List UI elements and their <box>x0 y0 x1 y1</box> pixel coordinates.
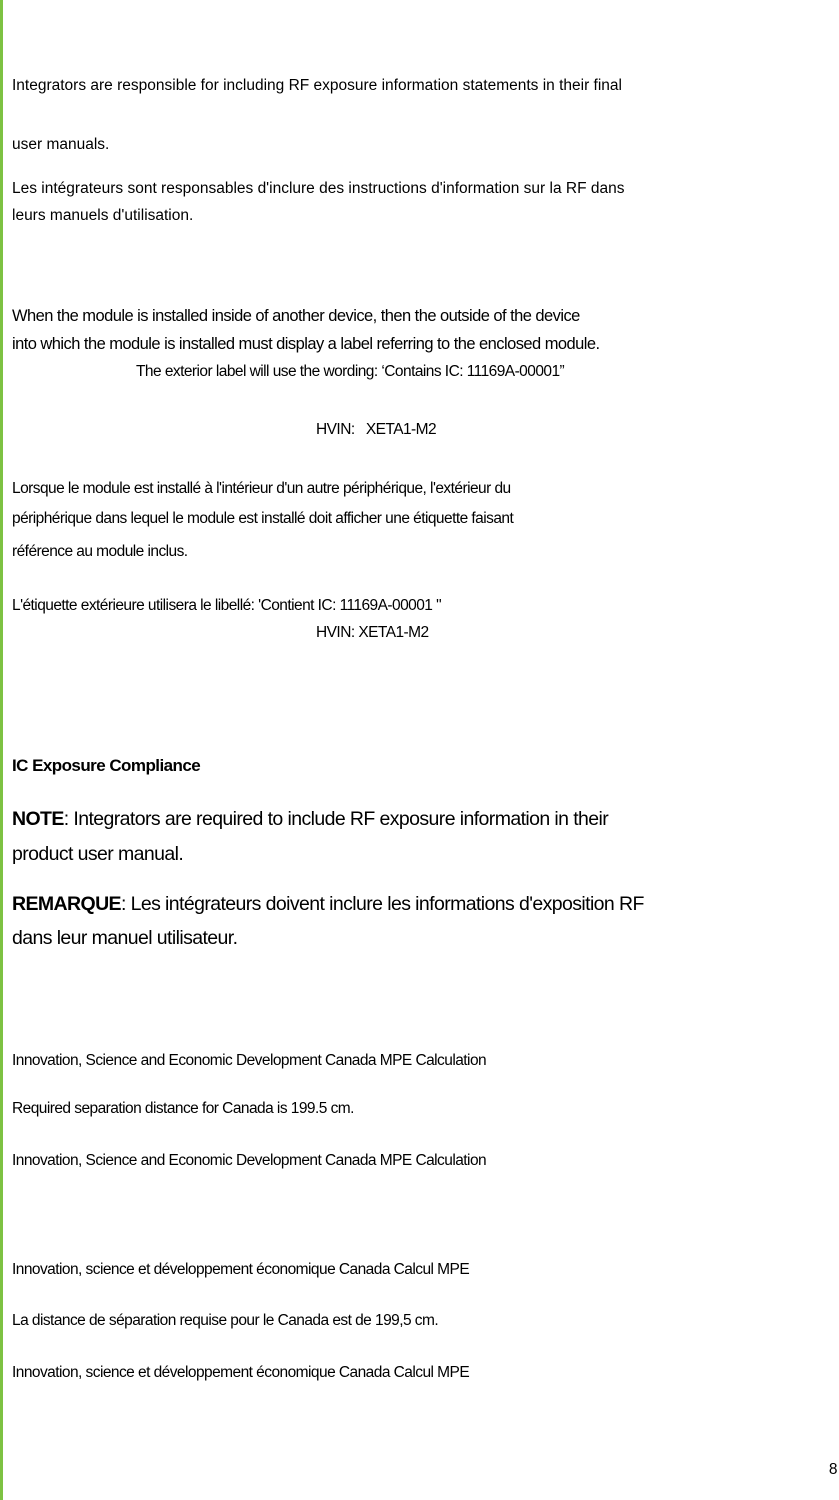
paragraph-line: into which the module is installed must display a label referring to the enclosed module. <box>12 335 600 353</box>
paragraph-line: product user manual. <box>12 843 184 865</box>
paragraph-line: Innovation, Science and Economic Development Canada MPE Calculation <box>12 1152 487 1169</box>
paragraph-line: Lorsque le module est installé à l'intérieur d'un autre périphérique, l'extérieur du <box>12 480 511 497</box>
section-heading: IC Exposure Compliance <box>12 756 201 775</box>
paragraph-line: périphérique dans lequel le module est installé doit afficher une étiquette faisant <box>12 510 514 527</box>
paragraph-line: Les intégrateurs sont responsables d'inclure des instructions d'information sur la RF dans <box>12 180 625 197</box>
hvin-fr: HVIN: XETA1-M2 <box>316 624 429 641</box>
note-line <box>12 808 608 831</box>
paragraph-line: Required separation distance for Canada is 199.5 cm. <box>12 1100 354 1117</box>
paragraph-line: Integrators are responsible for including RF exposure information statements in their final <box>12 77 622 94</box>
note-text: : Integrators are required to include RF exposure information in their <box>63 808 609 830</box>
paragraph-line: L'étiquette extérieure utilisera le libellé: 'Contient IC: 11169A-00001 " <box>12 597 442 614</box>
remarque-text: : Les intégrateurs doivent inclure les informations d'exposition RF <box>120 893 644 915</box>
remarque-line <box>12 893 644 916</box>
paragraph-line: The exterior label will use the wording: ‘Contains IC: 11169A-00001” <box>136 363 565 380</box>
paragraph-line: La distance de séparation requise pour le Canada est de 199,5 cm. <box>12 1312 439 1329</box>
paragraph-line: user manuals. <box>12 136 110 153</box>
paragraph-line: Innovation, science et développement économique Canada Calcul MPE <box>12 1364 470 1381</box>
remarque-label: REMARQUE <box>12 893 121 915</box>
paragraph-line: When the module is installed inside of another device, then the outside of the device <box>12 307 580 325</box>
paragraph-line: Innovation, science et développement économique Canada Calcul MPE <box>12 1261 470 1278</box>
paragraph-line: leurs manuels d'utilisation. <box>12 207 194 224</box>
hvin-en: HVIN: XETA1-M2 <box>316 421 437 438</box>
note-label: NOTE <box>12 808 64 830</box>
paragraph-line: Innovation, Science and Economic Development Canada MPE Calculation <box>12 1052 487 1069</box>
paragraph-line: dans leur manuel utilisateur. <box>12 927 238 949</box>
page-number: 8 <box>828 1461 837 1478</box>
page-margin-bar <box>0 0 3 1500</box>
paragraph-line: référence au module inclus. <box>12 543 188 560</box>
